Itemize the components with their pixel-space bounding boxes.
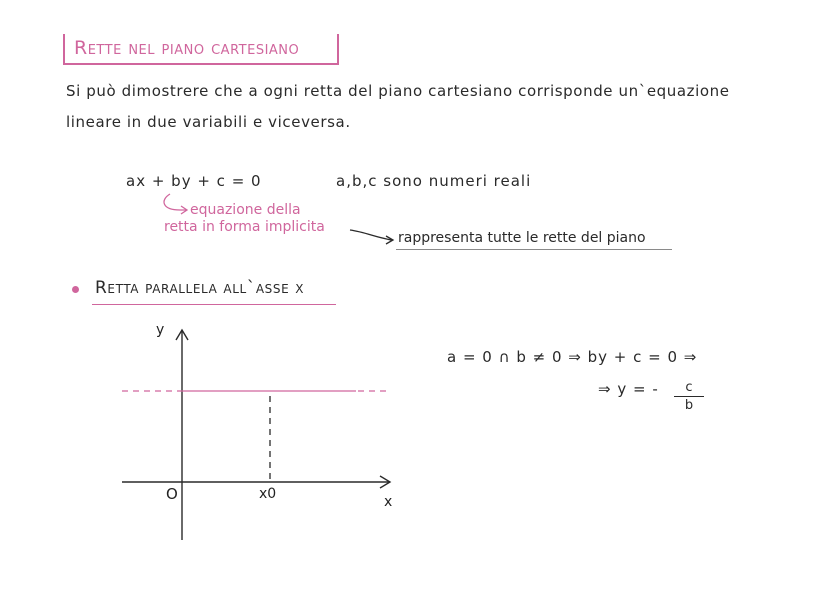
implicit-equation: ax + by + c = 0 <box>126 172 262 190</box>
origin-label: O <box>166 485 178 503</box>
implicit-form-label-1: equazione della <box>190 202 301 218</box>
condition-line-1: a = 0 ∩ b ≠ 0 ⇒ by + c = 0 ⇒ <box>447 348 698 366</box>
implicit-form-label-2: retta in forma implicita <box>164 219 325 235</box>
page-title: Rette nel piano cartesiano <box>74 37 300 59</box>
intro-line-1: Si può dimostrere che a ogni retta del piano cartesiano corrisponde un`equazione <box>66 82 730 100</box>
fraction-c-over-b <box>674 380 704 413</box>
represents-all-lines: rappresenta tutte le rette del piano <box>398 230 646 246</box>
fraction-denominator: b <box>684 398 694 413</box>
coefficients-note: a,b,c sono numeri reali <box>336 172 532 190</box>
y-axis-label: y <box>156 322 165 338</box>
fraction-bar <box>674 396 704 397</box>
represents-arrow <box>350 230 392 240</box>
intro-line-2: lineare in due variabili e viceversa. <box>66 113 351 131</box>
x0-label: x0 <box>259 486 277 502</box>
section-title: Retta parallela all`asse x <box>95 278 305 298</box>
fraction-numerator: c <box>685 380 693 395</box>
condition-line-2: ⇒ y = - <box>598 380 659 398</box>
x-axis-label: x <box>384 494 393 510</box>
